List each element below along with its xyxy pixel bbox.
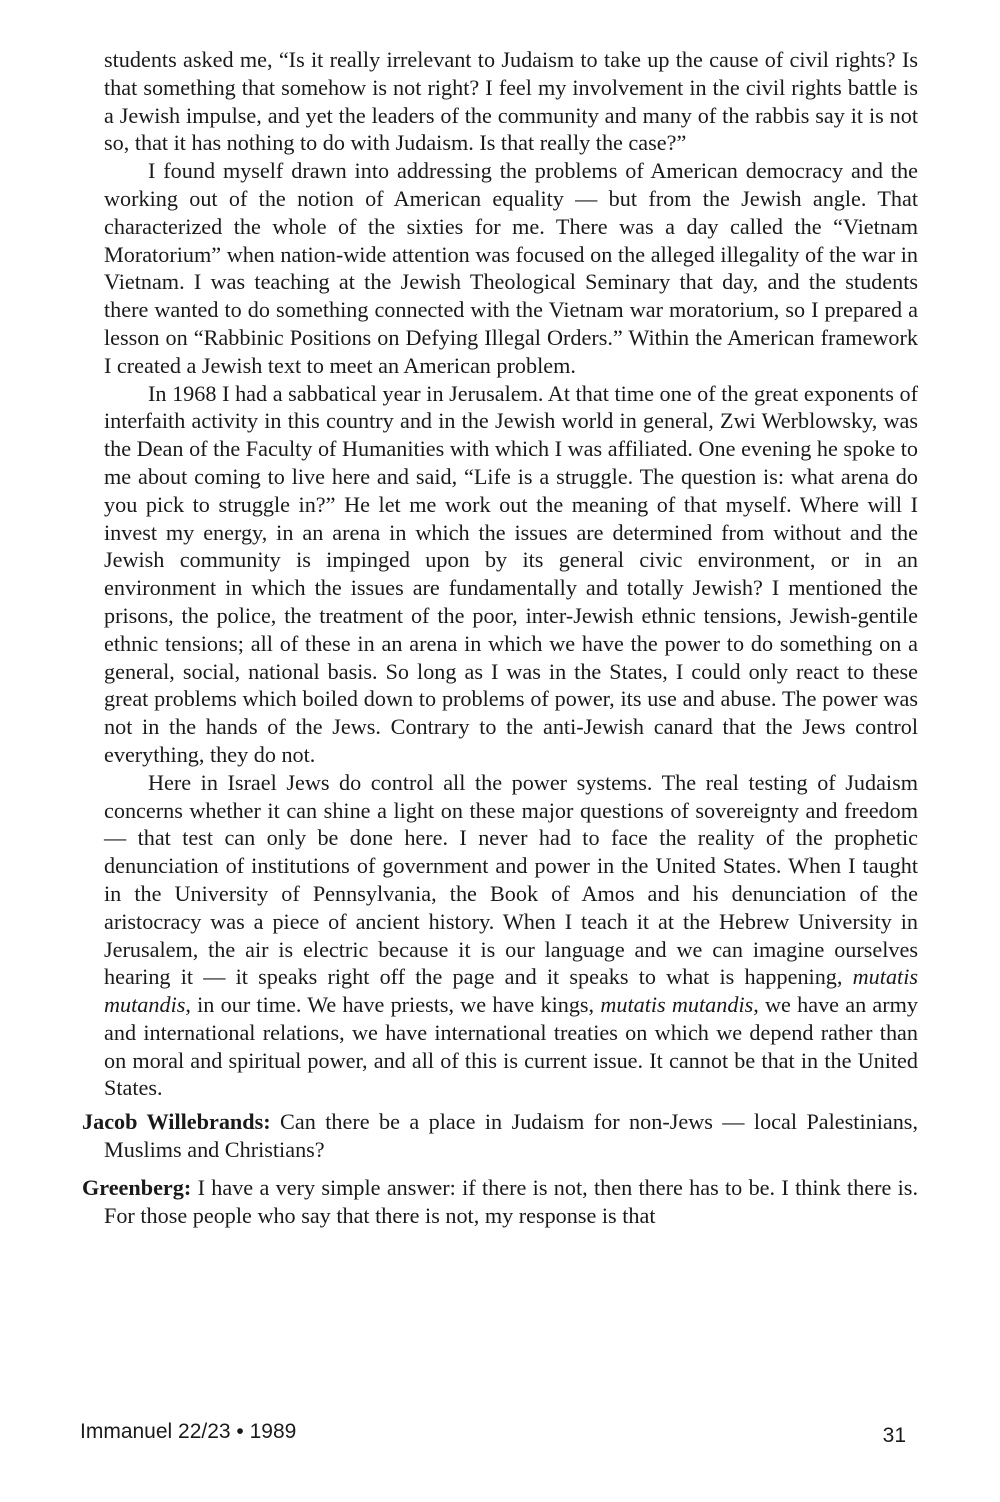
paragraph: I found myself drawn into addressing the problems of American democracy and the working out of the notion of American equality — but from the Jewish angle. That characterized the whole of the sixties for me. There was a day called the “Vietnam Moratorium” when nation-wide attention was focused on the alleged illegality of the war in Vietnam. I was teaching at the Jewish Theological Seminary that day, and the students there wanted to do something connected with the Vietnam war moratorium, so I prepared a lesson on “Rabbinic Positions on Defying Illegal Orders.” Within the American framework I created a Jewish text to meet an American problem. [104, 158, 918, 378]
dialogue-text: Can there be a place in Judaism for non-Jews — local Palestinians, Muslims and Christians? [104, 1109, 918, 1163]
page-number: 31 [882, 1424, 906, 1447]
dialogue-text: I have a very simple answer: if there is not, then there has to be. I think there is. For those people who say that there is not, my response is that [104, 1174, 918, 1228]
dialogue-entry [82, 1174, 918, 1230]
dialogue-entry [82, 1108, 918, 1164]
speaker-name: Jacob Willebrands: [82, 1109, 271, 1135]
article-body [82, 46, 918, 1229]
paragraph-text: , in our time. We have priests, we have kings, [185, 992, 601, 1018]
paragraph: In 1968 I had a sabbatical year in Jerusalem. At that time one of the great exponents of interfaith activity in this country and in the Jewish world in general, Zwi Werblowsky, was the Dean of the Faculty of Humanities with which I was affiliated. One evening he spoke to me about coming to live here and said, “Life is a struggle. The question is: what arena do you pick to struggle in?” He let me work out the meaning of that myself. Where will I invest my energy, in an arena in which the issues are determined from without and the Jewish community is impinged upon by its general civic environment, or in an environment in which the issues are fundamentally and totally Jewish? I mentioned the prisons, the police, the treatment of the poor, inter-Jewish ethnic tensions, Jewish-gentile ethnic tensions; all of these in an arena in which we have the power to do something on a general, social, national basis. So long as I was in the States, I could only react to these great problems which boiled down to problems of power, its use and abuse. The power was not in the hands of the Jews. Contrary to the anti-Jewish canard that the Jews control everything, they do not. [104, 380, 918, 767]
paragraph [104, 769, 918, 1103]
speaker-name: Greenberg: [82, 1174, 192, 1200]
paragraph-text: Here in Israel Jews do control all the power systems. The real testing of Judaism concerns whether it can shine a light on these major questions of sovereignty and freedom — that test can only be done here. I never had to face the reality of the prophetic denunciation of institutions of government and power in the United States. When I taught in the University of Pennsylvania, the Book of Amos and his denunciation of the aristocracy was a piece of ancient history. When I teach it at the Hebrew University in Jerusalem, the air is electric because it is our language and we can imagine ourselves hearing it — it speaks right off the page and it speaks to what is happening, [104, 769, 918, 990]
italic-phrase: mutatis mutandis [600, 992, 754, 1018]
italic-phrase: mutatis mutandis [104, 964, 918, 1018]
paragraph: students asked me, “Is it really irrelevant to Judaism to take up the cause of civil rights? Is that something that somehow is not right? I feel my involvement in the civil rights battle is a Jewish impulse, and yet the leaders of the community and many of the rabbis say it is not so, that it has nothing to do with Judaism. Is that really the case?” [104, 47, 918, 156]
journal-citation: Immanuel 22/23 • 1989 [80, 1420, 297, 1443]
paragraph-text: , we have an army and international relations, we have international treaties on which we depend rather than on moral and spiritual power, and all of this is current issue. It cannot be that in the United States. [104, 992, 918, 1101]
